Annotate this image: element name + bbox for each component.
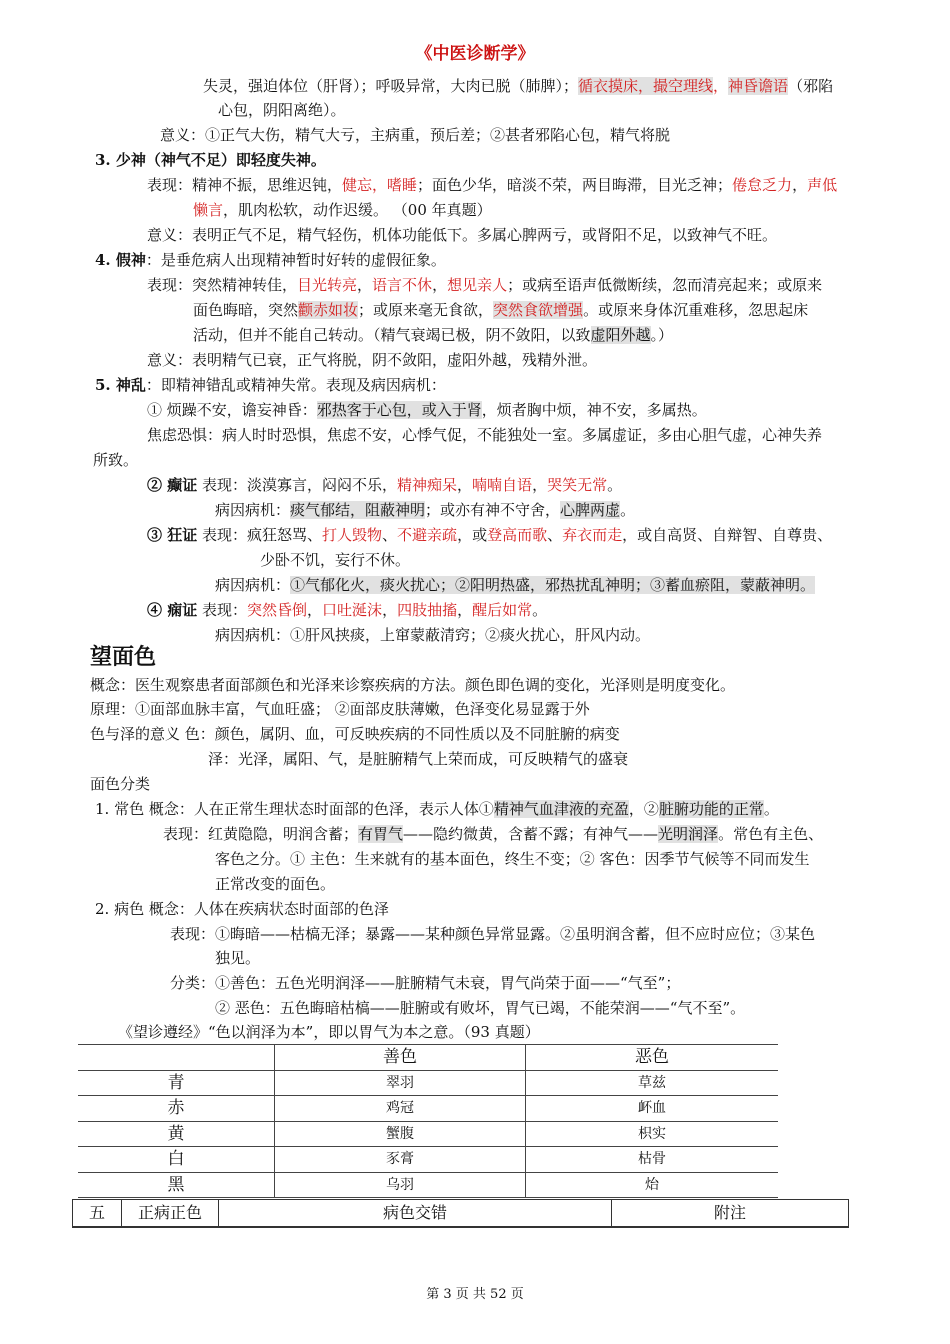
- text-line: [193, 323, 673, 348]
- table-cell: 衃血: [526, 1096, 779, 1122]
- text-run: ，: [307, 601, 323, 619]
- table-row: [78, 1147, 778, 1173]
- text-line: [90, 697, 590, 722]
- text-run: 语言不休: [372, 276, 433, 294]
- text-line: [147, 223, 777, 248]
- text-run: 《望诊遵经》“色以润泽为本”，即以胃气为本之意。（93 真题）: [118, 1023, 540, 1041]
- table-cell: 白: [78, 1147, 275, 1173]
- text-run: 客色之分。① 主色：生来就有的基本面色，终生不变；② 客色：因季节气候等不同而发生: [215, 850, 810, 868]
- text-run: 醒后如常: [472, 601, 533, 619]
- text-line: [193, 198, 492, 223]
- text-run: 四肢抽搐: [397, 601, 458, 619]
- table-cell: 黄: [78, 1121, 275, 1147]
- text-run: 所致。: [93, 451, 139, 469]
- table-cell: 乌羽: [275, 1172, 526, 1198]
- text-line: [170, 922, 815, 947]
- text-run: 循衣摸床，撮空理线: [578, 77, 714, 95]
- text-run: 颧赤如妆: [298, 301, 359, 319]
- text-line: [215, 996, 745, 1021]
- text-run: 有胃气: [358, 825, 404, 843]
- text-run: 目光转亮: [297, 276, 358, 294]
- text-run: ——隐约微黄，含蓄不露；有神气——: [403, 825, 659, 843]
- text-run: 1. 常色 概念：人在正常生理状态时面部的色泽，表示人体①: [95, 800, 494, 818]
- text-run: ；或亦有神不守舍，: [425, 501, 561, 519]
- table-cell: 鸡冠: [275, 1096, 526, 1122]
- text-run: 虚阳外越: [590, 326, 651, 344]
- text-run: ，: [457, 601, 473, 619]
- text-run: 、: [547, 526, 563, 544]
- section-title: 望面色: [90, 645, 157, 670]
- text-line: [203, 74, 833, 99]
- text-run: 倦怠乏力: [732, 176, 793, 194]
- text-run: 色与泽的意义 色：颜色，属阴、血，可反映疾病的不同性质以及不同脏腑的病变: [90, 725, 620, 743]
- text-run: 表现：: [197, 601, 248, 619]
- text-line: [170, 971, 680, 996]
- text-run: 声低: [807, 176, 838, 194]
- text-run: 。或原来身体沉重难移，忽思起床: [583, 301, 809, 319]
- text-run: 少卧不饥，妄行不休。: [260, 551, 411, 569]
- text-run: 焦虑恐惧：病人时时恐惧，焦虑不安，心悸气促，不能独处一室。多属虚证，多由心胆气虚，心神失养: [147, 426, 823, 444]
- text-run: 精神痴呆: [397, 476, 458, 494]
- text-run: 哭笑无常: [547, 476, 608, 494]
- table-cell: 病色交错: [219, 1200, 612, 1228]
- text-run: ，: [357, 276, 373, 294]
- text-run: ，或自高贤、自辩智、自尊贵、: [622, 526, 833, 544]
- text-run: 病因病机：: [215, 576, 291, 594]
- text-run: 心包，阴阳离绝）。: [218, 101, 346, 119]
- text-run: 脏腑功能的正常: [658, 800, 764, 818]
- table-header-cell: [78, 1045, 275, 1071]
- text-run: 泽：光泽，属阳、气，是脏腑精气上荣而成，可反映精气的盛衰: [208, 750, 629, 768]
- text-run: ，或: [457, 526, 488, 544]
- text-run: 神昏谵语: [728, 77, 789, 95]
- table-row: [73, 1200, 849, 1228]
- text-run: 活动，但并不能自己转动。（精气衰竭已极，阴不敛阳，以致: [193, 326, 591, 344]
- table-cell: 草兹: [526, 1070, 779, 1096]
- text-run: 2. 病色 概念：人体在疾病状态时面部的色泽: [95, 900, 389, 918]
- section-heading: [95, 373, 446, 398]
- text-run: 健忘，嗜睡: [342, 176, 418, 194]
- color-table: [78, 1044, 778, 1198]
- text-run: ② 癫证: [147, 476, 198, 494]
- text-run: ① 烦躁不安，谵妄神昏：: [147, 401, 317, 419]
- text-line: [215, 623, 650, 648]
- text-run: 概念：医生观察患者面部颜色和光泽来诊察疾病的方法。颜色即色调的变化，光泽则是明度变化。: [90, 676, 736, 694]
- text-line: [215, 847, 810, 872]
- text-line: [90, 673, 735, 698]
- text-line: [208, 747, 628, 772]
- table-cell: 翠羽: [275, 1070, 526, 1096]
- text-run: 。常色有主色、: [718, 825, 824, 843]
- text-run: ，: [457, 476, 473, 494]
- text-line: [218, 98, 346, 123]
- text-line: [93, 448, 138, 473]
- text-run: 分类：①善色：五色光明润泽——脏腑精气未衰，胃气尚荣于面——“气至”；: [170, 974, 681, 992]
- text-line: [215, 946, 260, 971]
- table-cell: 豕膏: [275, 1147, 526, 1173]
- table-cell: 青: [78, 1070, 275, 1096]
- table-row: [78, 1070, 778, 1096]
- text-run: 病因病机：: [215, 501, 291, 519]
- table-cell: 蟹腹: [275, 1121, 526, 1147]
- section-heading: [95, 148, 326, 173]
- text-run: 正常改变的面色。: [215, 875, 336, 893]
- text-run: 意义：表明正气不足，精气轻伤，机体功能低下。多属心脾两亏，或肾阳不足，以致神气不旺。: [147, 226, 778, 244]
- text-run: 登高而歌: [487, 526, 548, 544]
- text-run: 、: [382, 526, 398, 544]
- text-run: 精神气血津液的充盈: [493, 800, 629, 818]
- text-run: ② 恶色：五色晦暗枯槁——脏腑或有败坏，胃气已竭，不能荣润——“气不至”。: [215, 999, 746, 1017]
- table-cell: 正病正色: [122, 1200, 219, 1228]
- text-line: [160, 123, 670, 148]
- text-run: 面色晦暗，突然: [193, 301, 299, 319]
- table-cell: 赤: [78, 1096, 275, 1122]
- text-run: 3. 少神（神气不足）即轻度失神。: [95, 151, 326, 169]
- text-run: （邪陷: [788, 77, 834, 95]
- table-row: [78, 1096, 778, 1122]
- text-line: [163, 822, 823, 847]
- text-run: ①气郁化火，痰火扰心；②阳明热盛，邪热扰乱神明；③蓄血瘀阻，蒙蔽神明。: [290, 576, 816, 594]
- text-line: [147, 523, 832, 548]
- text-line: [90, 722, 620, 747]
- text-run: 。: [532, 601, 548, 619]
- text-run: ，: [792, 176, 808, 194]
- text-run: 病因病机：①肝风挟痰，上窜蒙蔽清窍；②痰火扰心，肝风内动。: [215, 626, 651, 644]
- text-line: [147, 173, 837, 198]
- text-run: ；或原来毫无食欲，: [358, 301, 494, 319]
- table-cell: 附注: [612, 1200, 849, 1228]
- text-run: 面色分类: [90, 775, 151, 793]
- text-run: 懒言: [193, 201, 224, 219]
- table-cell: 枳实: [526, 1121, 779, 1147]
- text-run: 原理：①面部血脉丰富，气血旺盛； ②面部皮肤薄嫩，色泽变化易显露于外: [90, 700, 590, 718]
- table-row: [78, 1172, 778, 1198]
- text-run: 。: [620, 501, 636, 519]
- text-run: ：是垂危病人出现精神暂时好转的虚假征象。: [145, 251, 446, 269]
- text-line: [147, 398, 707, 423]
- text-run: 想见亲人: [447, 276, 508, 294]
- text-run: 表现：疯狂怒骂、: [197, 526, 323, 544]
- text-run: 。）: [650, 326, 674, 344]
- text-run: 4. 假神: [95, 251, 146, 269]
- text-run: 。: [607, 476, 623, 494]
- table-cell: 五: [73, 1200, 122, 1228]
- text-run: 光明润泽: [658, 825, 719, 843]
- text-run: ；面色少华，暗淡不荣，两目晦滞，目光乏神；: [417, 176, 733, 194]
- text-run: ，: [382, 601, 398, 619]
- table-row: [78, 1121, 778, 1147]
- text-line: [147, 348, 597, 373]
- text-line: [147, 273, 822, 298]
- text-run: ，肌肉松软，动作迟缓。 （00 年真题）: [223, 201, 492, 219]
- text-run: 邪热客于心包，或入于肾: [316, 401, 482, 419]
- text-run: ③ 狂证: [147, 526, 198, 544]
- text-line: [147, 423, 822, 448]
- text-run: ，: [532, 476, 548, 494]
- text-run: ：即精神错乱或精神失常。表现及病因病机：: [145, 376, 446, 394]
- text-run: 打人毁物: [322, 526, 383, 544]
- text-line: [215, 498, 635, 523]
- text-line: [193, 298, 808, 323]
- page-title: 《中医诊断学》: [415, 44, 535, 64]
- text-run: 失灵，强迫体位（肝肾）；呼吸异常，大肉已脱（肺脾）；: [203, 77, 579, 95]
- text-run: ，: [713, 77, 729, 95]
- text-line: [215, 872, 335, 897]
- table-header-cell: 善色: [275, 1045, 526, 1071]
- text-line: [95, 897, 389, 922]
- table-cell: 黑: [78, 1172, 275, 1198]
- table-cell: 炲: [526, 1172, 779, 1198]
- table-header-row: [78, 1045, 778, 1071]
- text-run: 表现：突然精神转佳，: [147, 276, 298, 294]
- text-run: 表现：①晦暗——枯槁无泽；暴露——某种颜色异常显露。②虽明润含蓄，但不应时应位；③某色: [170, 925, 816, 943]
- text-line: [215, 573, 815, 598]
- text-run: 弃衣而走: [562, 526, 623, 544]
- text-run: 痰气郁结，阻蔽神明: [290, 501, 426, 519]
- text-run: 。: [763, 800, 779, 818]
- text-run: 不避亲疏: [397, 526, 458, 544]
- text-run: ，: [432, 276, 448, 294]
- text-run: 口吐涎沫: [322, 601, 383, 619]
- text-run: 突然昏倒: [247, 601, 308, 619]
- text-line: [147, 473, 622, 498]
- text-run: 意义：表明精气已衰，正气将脱，阴不敛阳，虚阳外越，残精外泄。: [147, 351, 598, 369]
- text-run: 表现：淡漠寡言，闷闷不乐，: [197, 476, 398, 494]
- text-run: ；或病至语声低微断续，忽而清亮起来；或原来: [507, 276, 823, 294]
- text-line: [95, 797, 779, 822]
- text-run: 5. 神乱: [95, 376, 146, 394]
- text-run: ，烦者胸中烦，神不安，多属热。: [481, 401, 707, 419]
- text-run: 心脾两虚: [560, 501, 621, 519]
- text-run: 表现：精神不振，思维迟钝，: [147, 176, 343, 194]
- text-line: [118, 1020, 540, 1045]
- page-number: 第 3 页 共 52 页: [426, 1287, 524, 1302]
- text-line: [147, 598, 547, 623]
- five-colors-table: [72, 1199, 849, 1228]
- table-cell: 枯骨: [526, 1147, 779, 1173]
- text-run: ④ 痫证: [147, 601, 198, 619]
- text-run: 独见。: [215, 949, 261, 967]
- table-header-cell: 恶色: [526, 1045, 779, 1071]
- text-line: [260, 548, 410, 573]
- section-heading: [95, 248, 446, 273]
- text-run: 突然食欲增强: [493, 301, 584, 319]
- text-run: 意义：①正气大伤，精气大亏，主病重，预后差；②甚者邪陷心包，精气将脱: [160, 126, 671, 144]
- text-run: 表现：红黄隐隐，明润含蓄；: [163, 825, 359, 843]
- text-line: [90, 772, 150, 797]
- text-run: 喃喃自语: [472, 476, 533, 494]
- text-run: ，②: [628, 800, 659, 818]
